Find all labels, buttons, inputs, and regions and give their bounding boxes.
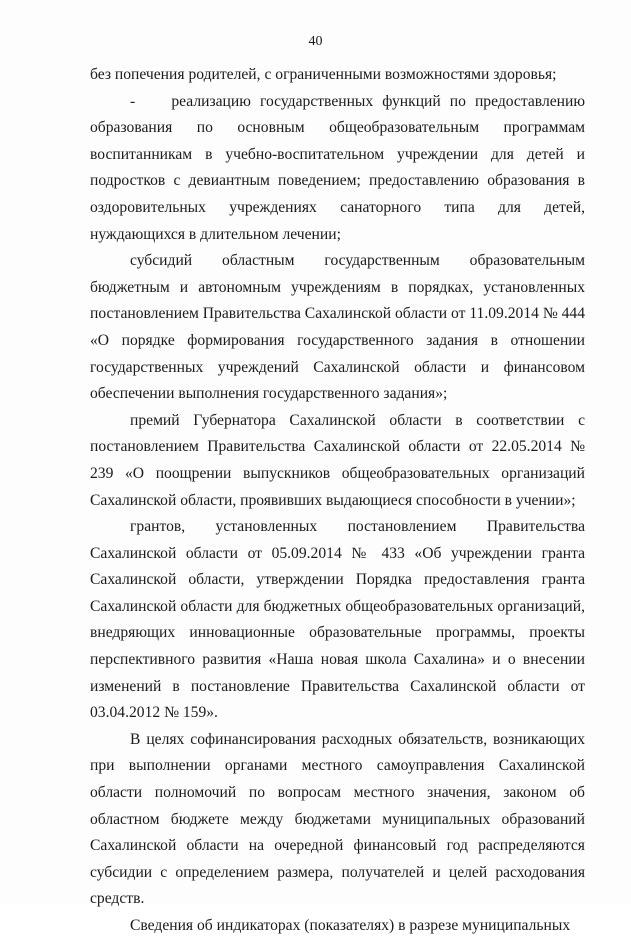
paragraph-indicators: Сведения об индикаторах (показателях) в разрезе муниципальных [130, 917, 571, 934]
paragraph-continuation: без попечения родителей, с ограниченными возможностями здоровья; [90, 66, 557, 83]
paragraph-governor-awards: премий Губернатора Сахалинской области в соответствии с постановлением Правительства Сахалинской области от 22.05.2014 № 239 «О поощрении выпускников общеобразовательных организаций Сахалинской области, проявивших выдающиеся способности в учении»; [90, 411, 585, 509]
page-number: 40 [308, 34, 323, 49]
paragraph-list-item: - реализацию государственных функций по предоставлению образования по основным общеобразовательным программам воспитанникам в учебно-воспитательном учреждении для детей и подростков с девиантным поведением; предоставлению образования в оздоровительных учреждениях санаторного типа для детей, нуждающихся в длительном лечении; [90, 92, 585, 243]
paragraph-grants: грантов, установленных постановлением Правительства Сахалинской области от 05.09.2014 № 433 «Об учреждении гранта Сахалинской области, утверждении Порядка предоставления гранта Сахалинской области для бюджетных общеобразовательных организаций, внедряющих инновационные образовательные программы, проекты перспективного развития «Наша новая школа Сахалина» и о внесении изменений в постановление Правительства Сахалинской области от 03.04.2012 № 159». [90, 518, 585, 722]
paragraph-cofinancing: В целях софинансирования расходных обязательств, возникающих при выполнении органами местного самоуправления Сахалинской области полномочий по вопросам местного значения, законом об областном бюджете между бюджетами муниципальных образований Сахалинской области на очередной финансовый год распределяются субсидии с определением размера, получателей и целей расходования средств. [90, 730, 585, 908]
document-body [90, 62, 585, 940]
paragraph-subsidies: субсидий областным государственным образовательным бюджетным и автономным учреждениям в порядках, установленных постановлением Правительства Сахалинской области от 11.09.2014 № 444 «О порядке формирования государственного задания в отношении государственных учреждений Сахалинской области и финансовом обеспечении выполнения государственного задания»; [90, 252, 585, 403]
